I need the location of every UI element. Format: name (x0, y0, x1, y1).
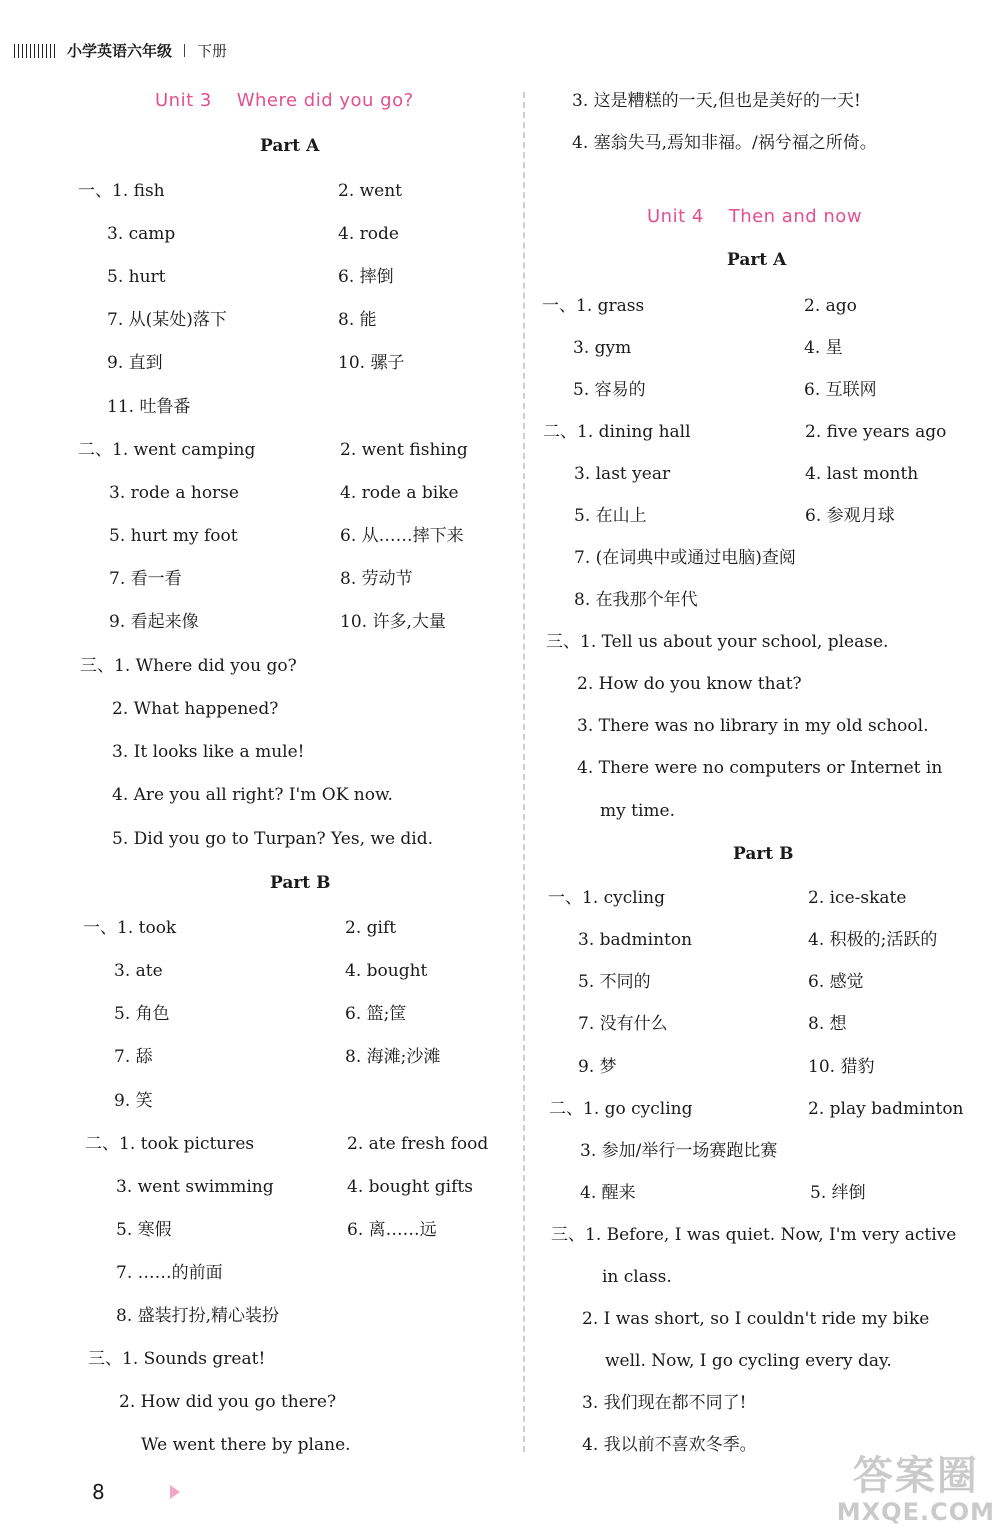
answer-line: 2. five years ago (805, 422, 947, 442)
answer-line: 一、1. fish (78, 181, 165, 201)
answer-line: 二、1. dining hall (543, 422, 691, 442)
answer-line: 三、1. Before, I was quiet. Now, I'm very active (551, 1225, 957, 1245)
answer-line: 6. 从……摔下来 (340, 526, 464, 546)
answer-line: 2. What happened? (112, 699, 279, 719)
answer-line: 8. 劳动节 (340, 569, 413, 589)
answer-line: 3. 这是糟糕的一天,但也是美好的一天! (572, 91, 861, 111)
volume-label: 下册 (197, 42, 228, 60)
answer-line: 3. 参加/举行一场赛跑比赛 (580, 1141, 778, 1161)
answer-line: 二、1. go cycling (549, 1099, 693, 1119)
answer-line: 4. 醒来 (580, 1183, 636, 1203)
answer-line: 10. 许多,大量 (340, 612, 446, 632)
answer-line: 4. There were no computers or Internet in (577, 758, 943, 778)
answer-line: 5. 容易的 (573, 380, 646, 400)
answer-line: 7. 从(某处)落下 (107, 310, 227, 330)
answer-line: 7. ……的前面 (116, 1263, 223, 1283)
answer-line: 3. went swimming (116, 1177, 274, 1197)
watermark-logo (837, 1454, 995, 1526)
book-title: 小学英语六年级 (67, 42, 173, 60)
answer-line: 6. 离……远 (347, 1220, 437, 1240)
answer-line: 6. 互联网 (804, 380, 877, 400)
answer-line: my time. (600, 801, 675, 821)
answer-line: 5. 不同的 (578, 972, 651, 992)
unit4-partB-title: Part B (733, 844, 794, 864)
answer-line: 三、1. Sounds great! (88, 1349, 266, 1369)
unit3-title: Unit 3 Where did you go? (155, 90, 414, 111)
answer-line: 3. camp (107, 224, 176, 244)
answer-line: 4. 积极的;活跃的 (808, 930, 938, 950)
unit3-partA-title: Part A (260, 136, 320, 156)
page-number: 8 (92, 1480, 105, 1504)
answer-line: 10. 骡子 (338, 353, 405, 373)
answer-line: 10. 猎豹 (808, 1057, 875, 1077)
answer-line: 9. 看起来像 (109, 612, 199, 632)
answer-line: 5. 在山上 (574, 506, 647, 526)
answer-line: We went there by plane. (141, 1435, 351, 1455)
answer-line: 9. 笑 (114, 1091, 153, 1111)
answer-line: 4. 塞翁失马,焉知非福。/祸兮福之所倚。 (572, 133, 877, 153)
answer-line: 3. rode a horse (109, 483, 239, 503)
answer-line: 5. Did you go to Turpan? Yes, we did. (112, 829, 434, 849)
answer-line: 4. bought (345, 961, 428, 981)
answer-line: 4. Are you all right? I'm OK now. (112, 785, 393, 805)
arrow-icon (170, 1485, 180, 1499)
answer-line: 4. bought gifts (347, 1177, 473, 1197)
answer-line: 一、1. took (83, 918, 177, 938)
unit4-title: Unit 4 Then and now (647, 206, 863, 227)
watermark-line2: MXQE.COM (836, 1498, 995, 1526)
answer-line: 4. rode (338, 224, 399, 244)
unit3-partB-title: Part B (270, 873, 331, 893)
answer-line: 三、1. Where did you go? (80, 656, 297, 676)
answer-line: 7. (在词典中或通过电脑)查阅 (574, 548, 796, 568)
answer-line: 2. went (338, 181, 403, 201)
answer-line: 4. 星 (804, 338, 843, 358)
answer-line: 4. last month (805, 464, 919, 484)
answer-line: 8. 盛装打扮,精心装扮 (116, 1306, 280, 1326)
answer-line: 8. 在我那个年代 (574, 590, 698, 610)
answer-line: 6. 参观月球 (805, 506, 895, 526)
answer-line: 三、1. Tell us about your school, please. (546, 632, 889, 652)
answer-line: 3. badminton (578, 930, 693, 950)
answer-line: 2. ice-skate (808, 888, 907, 908)
answer-line: 4. rode a bike (340, 483, 459, 503)
answer-line: 2. How did you go there? (119, 1392, 337, 1412)
barcode-decoration (14, 44, 55, 58)
answer-line: 3. 我们现在都不同了! (582, 1393, 747, 1413)
answer-line: 6. 感觉 (808, 972, 864, 992)
answer-line: in class. (602, 1267, 672, 1287)
answer-line: 5. 角色 (114, 1004, 170, 1024)
answer-line: 2. ate fresh food (347, 1134, 489, 1154)
answer-line: 2. ago (804, 296, 857, 316)
answer-line: 3. gym (573, 338, 632, 358)
answer-line: 7. 舔 (114, 1047, 153, 1067)
answer-line: 8. 想 (808, 1014, 847, 1034)
answer-line: 6. 摔倒 (338, 267, 394, 287)
answer-line: 5. 寒假 (116, 1220, 172, 1240)
answer-line: 2. went fishing (340, 440, 468, 460)
answer-line: 6. 篮;筐 (345, 1004, 407, 1024)
answer-line: 5. hurt (107, 267, 166, 287)
answer-line: 一、1. grass (542, 296, 645, 316)
answer-line: 一、1. cycling (548, 888, 665, 908)
watermark-line1: 答案圈 (852, 1453, 979, 1499)
answer-line: 3. There was no library in my old school. (577, 716, 929, 736)
column-divider (523, 92, 525, 1452)
answer-line: 8. 海滩;沙滩 (345, 1047, 441, 1067)
page-header (14, 40, 227, 61)
answer-line: 3. ate (114, 961, 163, 981)
answer-line: 5. 绊倒 (810, 1183, 866, 1203)
answer-line: 7. 看一看 (109, 569, 182, 589)
answer-line: 2. I was short, so I couldn't ride my bike (582, 1309, 930, 1329)
answer-line: well. Now, I go cycling every day. (605, 1351, 892, 1371)
answer-line: 8. 能 (338, 310, 377, 330)
answer-line: 二、1. took pictures (85, 1134, 255, 1154)
answer-line: 3. It looks like a mule! (112, 742, 305, 762)
unit4-partA-title: Part A (727, 250, 787, 270)
answer-line: 2. gift (345, 918, 397, 938)
answer-line: 2. play badminton (808, 1099, 964, 1119)
answer-line: 9. 梦 (578, 1057, 617, 1077)
answer-line: 二、1. went camping (78, 440, 256, 460)
answer-line: 9. 直到 (107, 353, 163, 373)
answer-line: 11. 吐鲁番 (107, 397, 191, 417)
answer-line: 2. How do you know that? (577, 674, 802, 694)
header-separator (184, 44, 185, 57)
answer-line: 3. last year (574, 464, 671, 484)
answer-line: 7. 没有什么 (578, 1014, 668, 1034)
answer-line: 4. 我以前不喜欢冬季。 (582, 1435, 757, 1455)
answer-line: 5. hurt my foot (109, 526, 238, 546)
